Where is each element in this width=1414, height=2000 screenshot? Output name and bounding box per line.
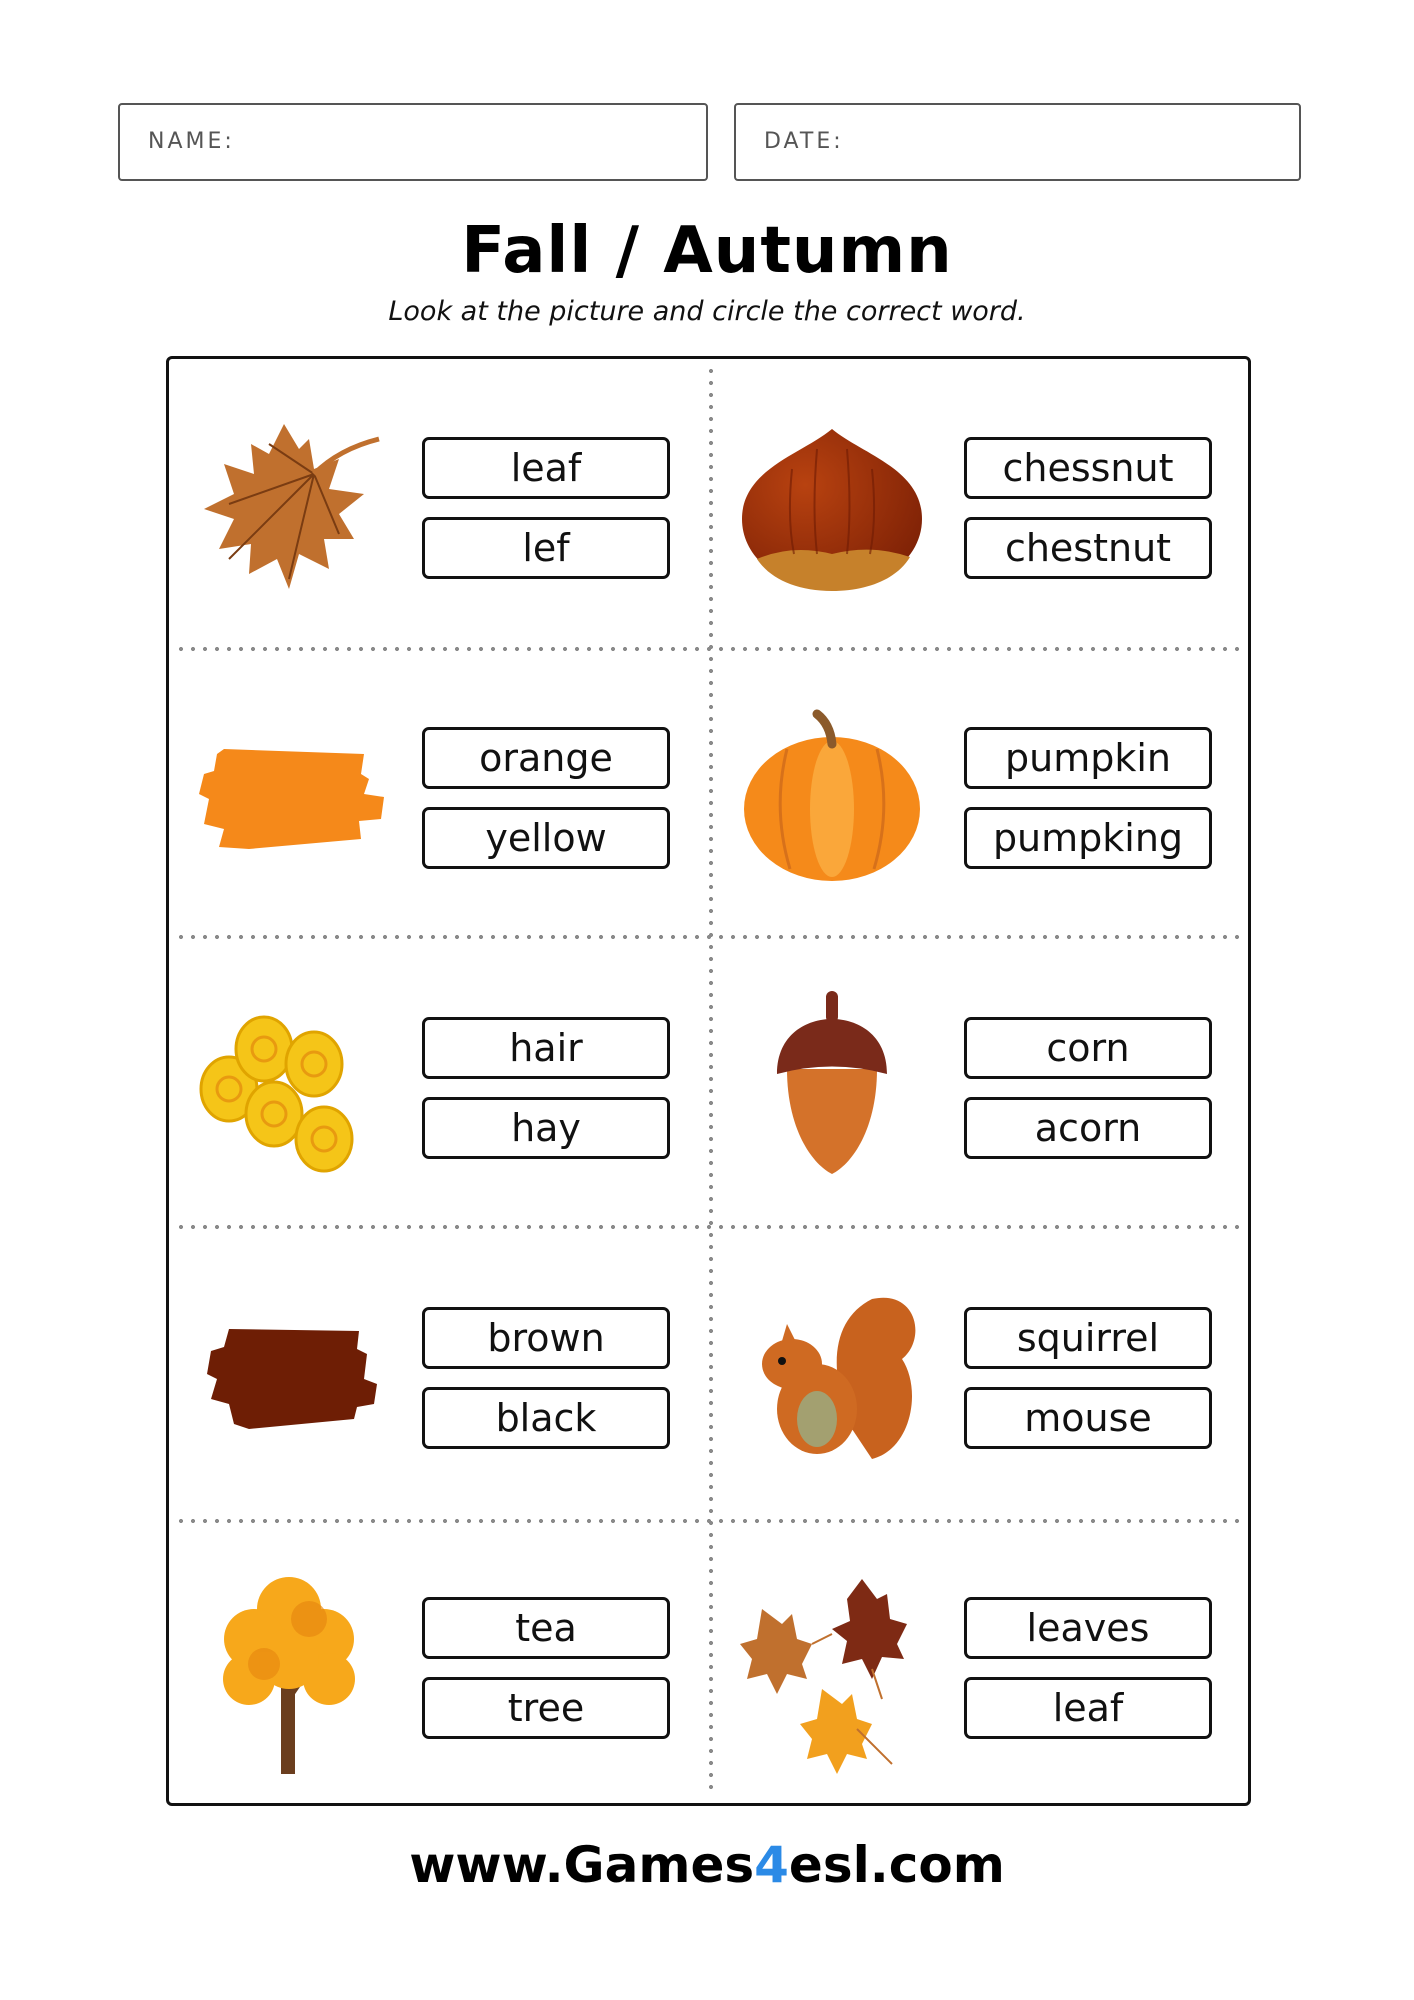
word-option[interactable]: orange: [422, 727, 670, 789]
word-option[interactable]: pumpkin: [964, 727, 1212, 789]
word-option[interactable]: hay: [422, 1097, 670, 1159]
maple-leaf-icon: [189, 409, 389, 599]
name-field[interactable]: [118, 103, 708, 181]
word-option[interactable]: black: [422, 1387, 670, 1449]
word-option[interactable]: tea: [422, 1597, 670, 1659]
acorn-icon: [732, 989, 932, 1179]
autumn-tree-icon: [189, 1569, 389, 1759]
brown-paint-swatch-icon: [189, 1279, 389, 1469]
exercise-item: [169, 1229, 709, 1519]
word-option[interactable]: hair: [422, 1017, 670, 1079]
word-option[interactable]: lef: [422, 517, 670, 579]
exercise-item: [169, 1519, 709, 1809]
pumpkin-icon: [732, 699, 932, 889]
word-option[interactable]: leaves: [964, 1597, 1212, 1659]
squirrel-icon: [732, 1279, 932, 1469]
chestnut-icon: [732, 409, 932, 599]
word-option[interactable]: squirrel: [964, 1307, 1212, 1369]
exercise-item: [712, 1229, 1252, 1519]
exercise-item: [712, 1519, 1252, 1809]
word-option[interactable]: leaf: [964, 1677, 1212, 1739]
exercise-item: [712, 649, 1252, 939]
url-suffix: esl.com: [788, 1836, 1005, 1894]
word-option[interactable]: mouse: [964, 1387, 1212, 1449]
exercise-grid: [166, 356, 1251, 1806]
autumn-leaves-icon: [732, 1569, 932, 1759]
word-option[interactable]: tree: [422, 1677, 670, 1739]
date-field[interactable]: [734, 103, 1301, 181]
word-option[interactable]: chestnut: [964, 517, 1212, 579]
exercise-item: [712, 359, 1252, 649]
exercise-item: [712, 939, 1252, 1229]
exercise-item: [169, 939, 709, 1229]
url-prefix: www.Games: [409, 1836, 755, 1894]
exercise-item: [169, 649, 709, 939]
exercise-item: [169, 359, 709, 649]
word-option[interactable]: chessnut: [964, 437, 1212, 499]
url-accent: 4: [754, 1836, 789, 1894]
word-option[interactable]: acorn: [964, 1097, 1212, 1159]
word-option[interactable]: pumpking: [964, 807, 1212, 869]
word-option[interactable]: yellow: [422, 807, 670, 869]
name-label: NAME:: [148, 129, 235, 154]
page-title: Fall / Autumn: [461, 214, 953, 288]
orange-paint-swatch-icon: [189, 699, 389, 889]
word-option[interactable]: corn: [964, 1017, 1212, 1079]
date-label: DATE:: [764, 129, 844, 154]
word-option[interactable]: brown: [422, 1307, 670, 1369]
website-url: [0, 1836, 1414, 1894]
word-option[interactable]: leaf: [422, 437, 670, 499]
hay-bales-icon: [189, 989, 389, 1179]
instructions: Look at the picture and circle the correct word.: [388, 296, 1026, 327]
